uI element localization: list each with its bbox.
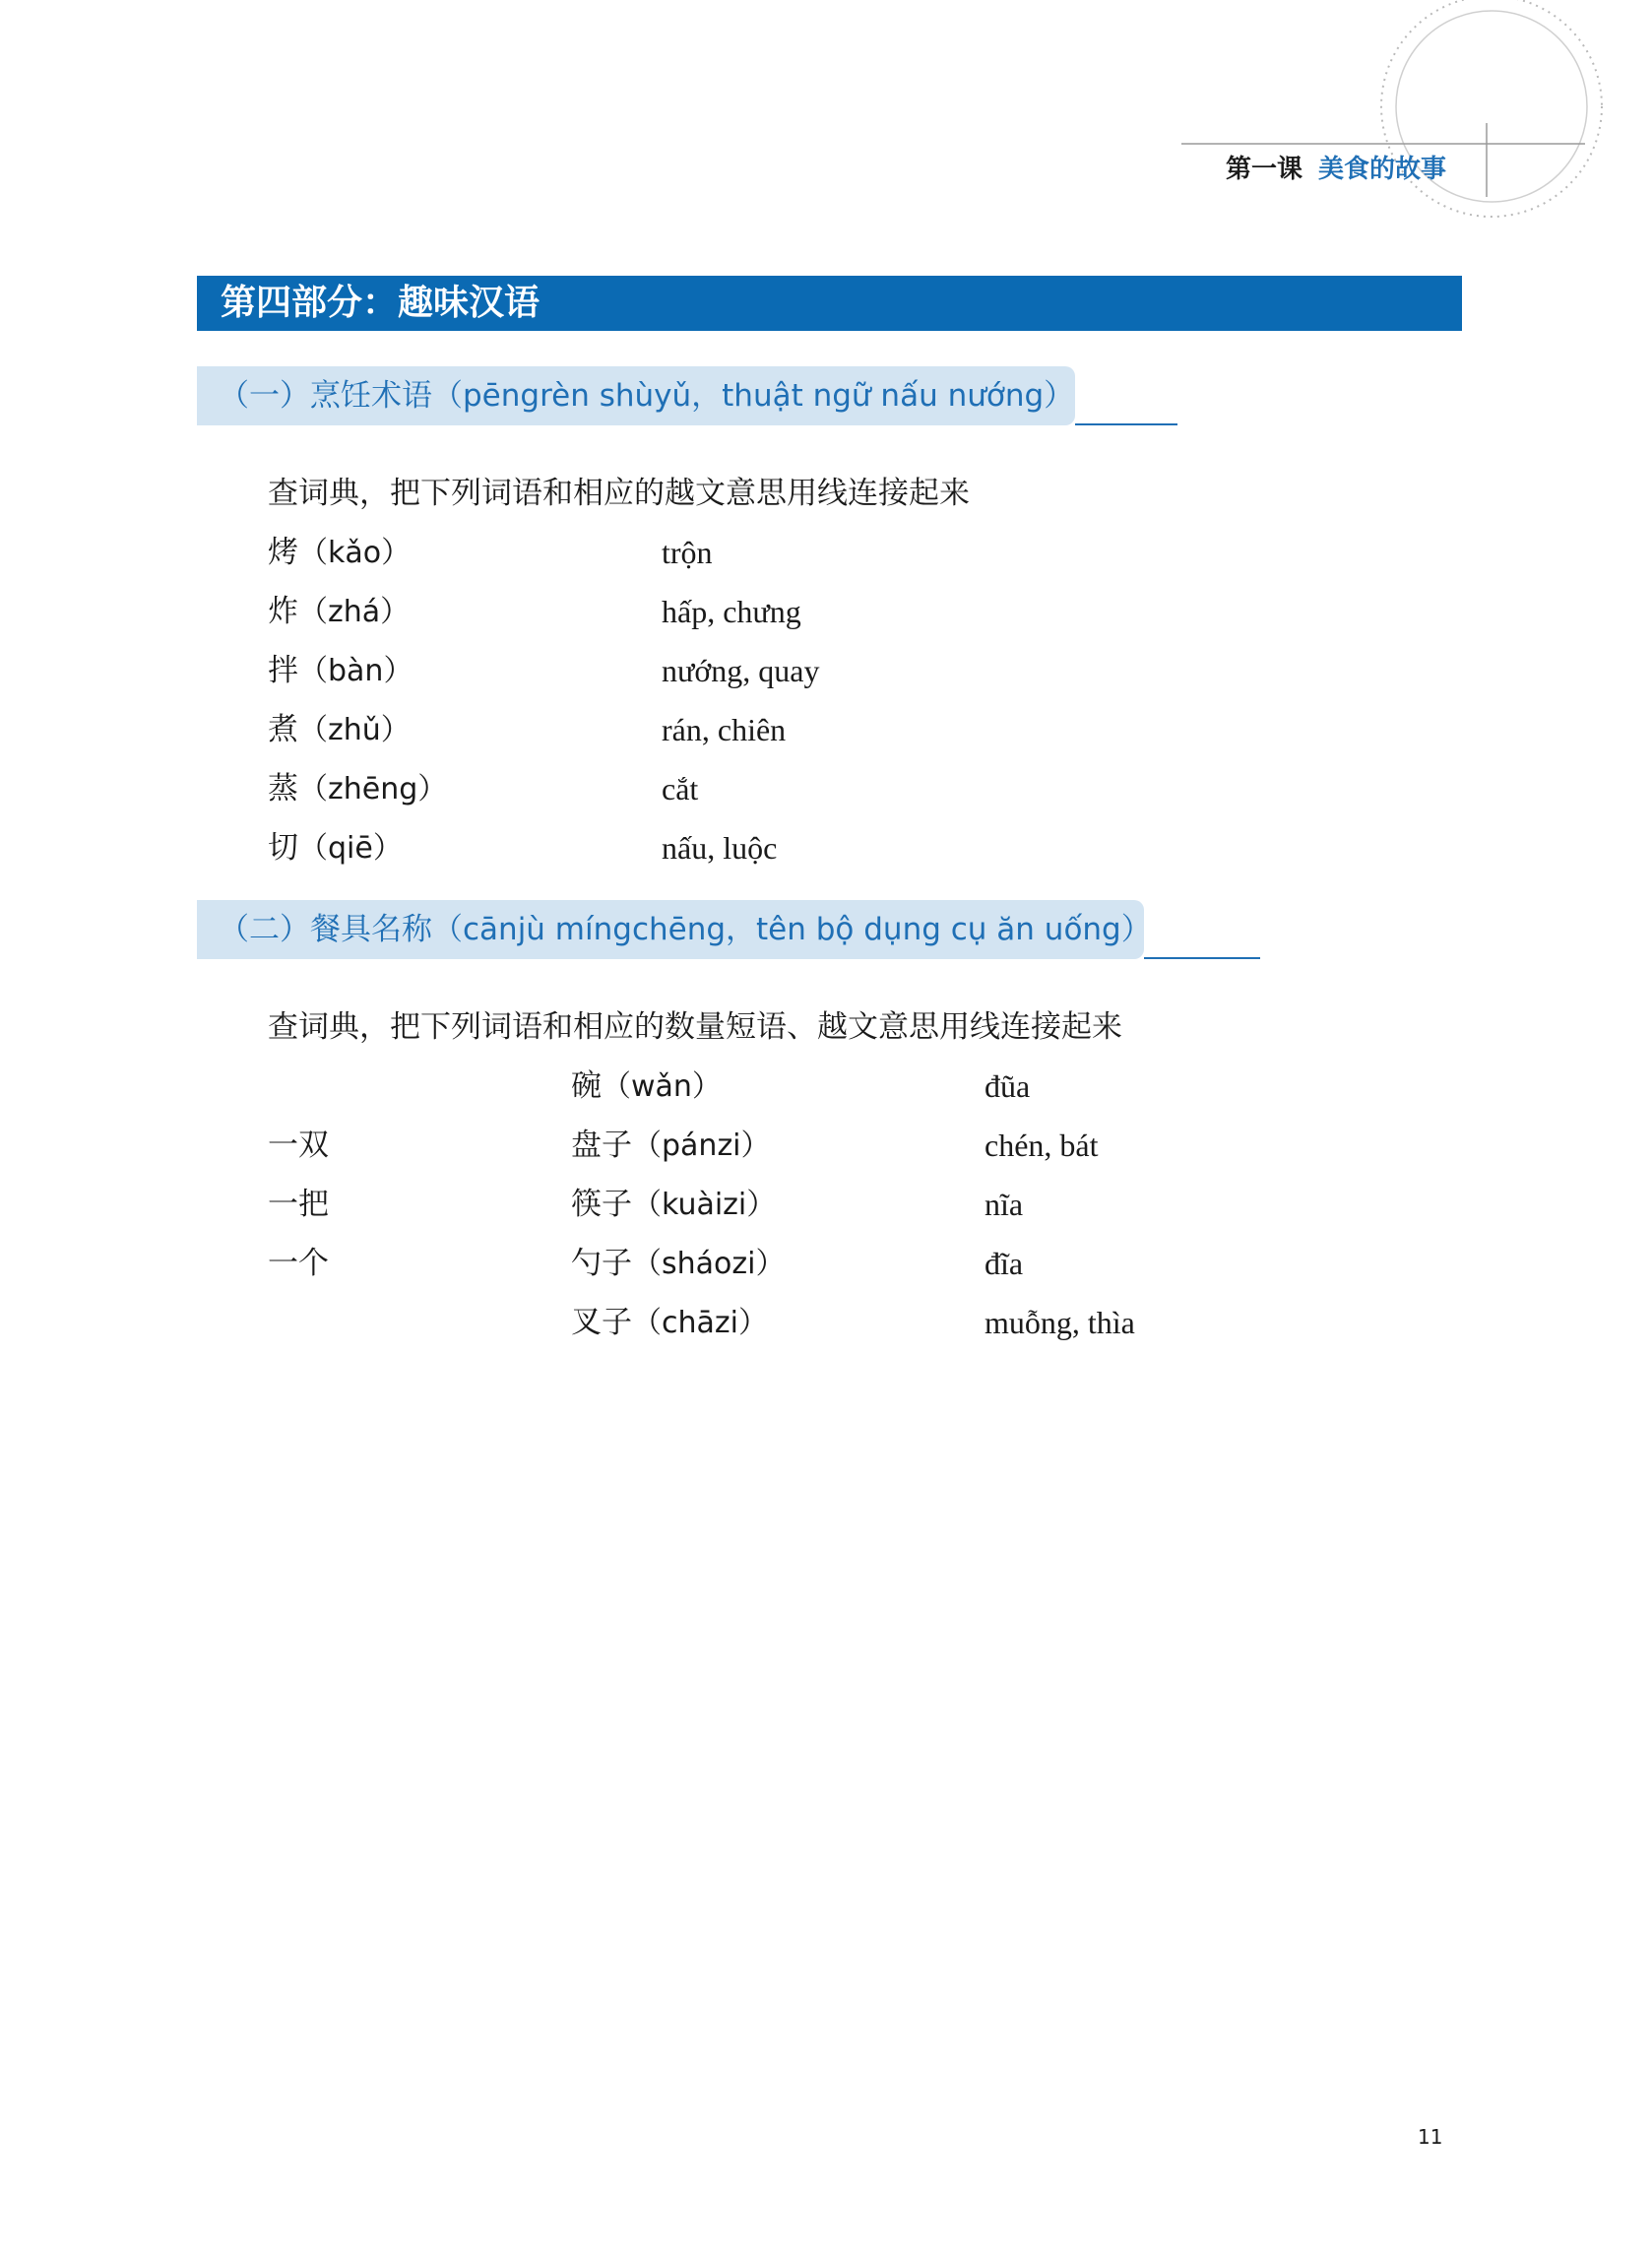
measure-word: 一个 xyxy=(268,1246,329,1281)
section2-row xyxy=(0,1185,1652,1224)
term-vietnamese: nấu, luộc xyxy=(662,830,778,866)
utensil-vietnamese: nĩa xyxy=(985,1187,1024,1222)
utensil-term xyxy=(571,1126,771,1166)
term-left xyxy=(268,710,411,750)
utensil-chinese: 盘子 xyxy=(571,1128,632,1163)
term-pinyin: （zhá） xyxy=(298,595,411,629)
term-vietnamese: hấp, chưng xyxy=(662,594,801,629)
term-vietnamese: rán, chiên xyxy=(662,712,787,747)
part-title-banner: 第四部分：趣味汉语 xyxy=(197,276,1462,331)
utensil-pinyin: （sháozi） xyxy=(632,1247,786,1281)
term-chinese: 蒸 xyxy=(268,771,298,806)
section1-title-pill xyxy=(197,366,1075,425)
lesson-number: 第一课 xyxy=(1226,155,1303,184)
term-pinyin: （zhēng） xyxy=(298,772,448,806)
term-left xyxy=(268,769,447,809)
section2-row xyxy=(0,1303,1652,1342)
measure-word: 一双 xyxy=(268,1128,329,1163)
term-pinyin: （qiē） xyxy=(298,831,403,866)
measure-word: 一把 xyxy=(268,1187,329,1222)
section1-row xyxy=(0,769,1652,808)
section2-title-pill xyxy=(197,900,1152,959)
section1-row xyxy=(0,533,1652,572)
utensil-pinyin: （wǎn） xyxy=(602,1069,722,1104)
utensil-chinese: 叉子 xyxy=(571,1305,632,1340)
term-left xyxy=(268,651,413,691)
utensil-chinese: 碗 xyxy=(571,1068,602,1104)
term-chinese: 煮 xyxy=(268,712,298,747)
utensil-pinyin: （kuàizi） xyxy=(632,1188,777,1222)
utensil-pinyin: （chāzi） xyxy=(632,1306,768,1340)
term-chinese: 拌 xyxy=(268,653,298,688)
term-pinyin: （kǎo） xyxy=(298,536,412,570)
utensil-term xyxy=(571,1303,768,1343)
section1-title-cn: （一）烹饪术语 xyxy=(219,378,432,414)
section1-row xyxy=(0,592,1652,631)
utensil-term xyxy=(571,1185,776,1225)
section1-row xyxy=(0,710,1652,749)
utensil-vietnamese: chén, bát xyxy=(985,1128,1099,1163)
corner-decoration xyxy=(0,0,1652,256)
section2-title-rest: （cānjù míngchēng，tên bộ dụng cụ ăn uống） xyxy=(432,912,1152,947)
term-left xyxy=(268,828,403,869)
term-left xyxy=(268,533,411,573)
section1-title-underline xyxy=(1075,423,1177,425)
term-vietnamese: cắt xyxy=(662,771,699,806)
utensil-term xyxy=(571,1244,785,1284)
utensil-chinese: 勺子 xyxy=(571,1246,632,1281)
section2-row xyxy=(0,1126,1652,1165)
section2-title-underline xyxy=(1144,957,1260,959)
lesson-title: 美食的故事 xyxy=(1318,155,1447,184)
term-vietnamese: trộn xyxy=(662,535,713,570)
term-vietnamese: nướng, quay xyxy=(662,653,820,688)
term-chinese: 切 xyxy=(268,830,298,866)
term-chinese: 炸 xyxy=(268,594,298,629)
lesson-header xyxy=(1226,150,1446,189)
term-pinyin: （bàn） xyxy=(298,654,413,688)
term-pinyin: （zhǔ） xyxy=(298,713,411,747)
section1-row xyxy=(0,828,1652,868)
utensil-pinyin: （pánzi） xyxy=(632,1128,771,1163)
section1-row xyxy=(0,651,1652,690)
section1-title-rest: （pēngrèn shùyǔ，thuật ngữ nấu nướng） xyxy=(432,378,1075,414)
utensil-vietnamese: đĩa xyxy=(985,1246,1024,1281)
section2-row xyxy=(0,1066,1652,1106)
term-chinese: 烤 xyxy=(268,535,298,570)
utensil-chinese: 筷子 xyxy=(571,1187,632,1222)
section2-row xyxy=(0,1244,1652,1283)
term-left xyxy=(268,592,410,632)
utensil-vietnamese: đũa xyxy=(985,1068,1031,1104)
utensil-vietnamese: muỗng, thìa xyxy=(985,1305,1135,1340)
section2-title-cn: （二）餐具名称 xyxy=(219,912,432,947)
page-number: 11 xyxy=(1418,2125,1443,2149)
utensil-term xyxy=(571,1066,722,1107)
section1-instruction: 查词典，把下列词语和相应的越文意思用线连接起来 xyxy=(268,476,970,511)
section2-instruction: 查词典，把下列词语和相应的数量短语、越文意思用线连接起来 xyxy=(268,1009,1122,1045)
